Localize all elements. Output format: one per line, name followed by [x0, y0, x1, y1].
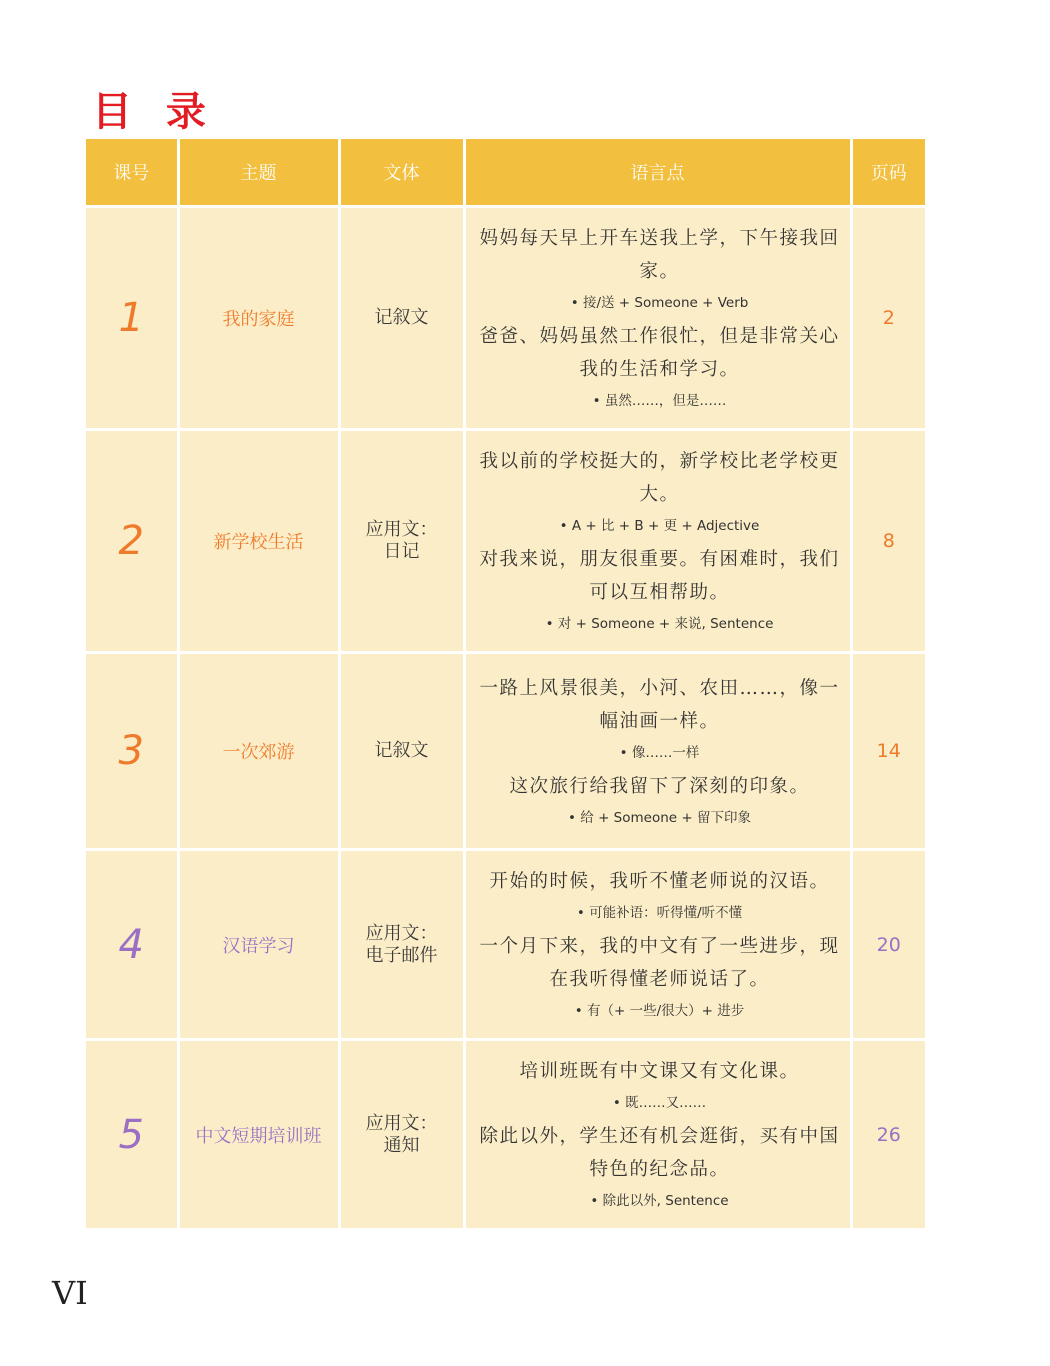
grammar-point: • 可能补语：听得懂/听不懂 — [480, 902, 840, 924]
lesson-number: 5 — [118, 1111, 144, 1158]
lesson-theme-link[interactable]: 一次郊游 — [222, 742, 295, 763]
lesson-number: 1 — [118, 295, 144, 341]
header-language: 语言点 — [464, 139, 851, 207]
lesson-number: 3 — [118, 728, 144, 774]
grammar-point: • A + 比 + B + 更 + Adjective — [480, 515, 840, 537]
lesson-genre: 应用文： — [365, 922, 438, 944]
lesson-theme-link[interactable]: 新学校生活 — [213, 532, 304, 553]
lesson-theme-link[interactable]: 中文短期培训班 — [195, 1125, 322, 1147]
grammar-point: • 像……一样 — [480, 742, 840, 764]
example-sentence: 爸爸、妈妈虽然工作很忙，但是非常关心我的生活和学习。 — [479, 326, 840, 380]
language-points — [464, 653, 851, 850]
header-genre: 文体 — [339, 139, 464, 207]
language-points — [464, 207, 851, 430]
lesson-genre: 应用文： — [365, 1112, 438, 1134]
table-row — [86, 430, 925, 653]
language-points — [464, 1040, 851, 1230]
lesson-genre: 记叙文 — [374, 740, 429, 761]
page-number-link[interactable]: 8 — [882, 530, 895, 552]
lesson-theme-link[interactable]: 汉语学习 — [222, 935, 295, 957]
lesson-genre: 应用文： — [365, 519, 438, 540]
grammar-point: • 有（+ 一些/很大）+ 进步 — [480, 1000, 840, 1022]
grammar-point: • 给 + Someone + 留下印象 — [480, 807, 840, 829]
page-number-link[interactable]: 14 — [876, 740, 901, 762]
header-lesson: 课号 — [86, 139, 178, 207]
grammar-point: • 接/送 + Someone + Verb — [480, 292, 840, 314]
table-row — [86, 1040, 925, 1230]
page-title: 目 录 — [92, 89, 216, 135]
example-sentence: 一路上风景很美，小河、农田……，像一幅油画一样。 — [479, 677, 840, 732]
contents-table — [86, 139, 925, 1231]
lesson-genre-sub: 电子邮件 — [365, 944, 438, 966]
lesson-number: 2 — [118, 518, 144, 564]
grammar-point: • 对 + Someone + 来说, Sentence — [480, 613, 840, 635]
header-theme: 主题 — [178, 139, 339, 207]
example-sentence: 这次旅行给我留下了深刻的印象。 — [509, 775, 810, 797]
page-number-roman: VI — [52, 1274, 88, 1312]
example-sentence: 我以前的学校挺大的，新学校比老学校更大。 — [479, 451, 840, 505]
grammar-point: • 除此以外, Sentence — [480, 1190, 840, 1212]
page-number-link[interactable]: 2 — [882, 307, 895, 329]
language-points — [464, 430, 851, 653]
table-row — [86, 653, 925, 850]
lesson-genre-sub: 日记 — [383, 541, 420, 562]
page-number-link[interactable]: 20 — [876, 933, 901, 956]
table-row — [86, 207, 925, 430]
example-sentence: 开始的时候，我听不懂老师说的汉语。 — [489, 871, 830, 892]
example-sentence: 对我来说，朋友很重要。有困难时，我们可以互相帮助。 — [479, 549, 840, 603]
example-sentence: 妈妈每天早上开车送我上学，下午接我回家。 — [479, 228, 840, 282]
example-sentence: 一个月下来，我的中文有了一些进步，现在我听得懂老师说话了。 — [479, 936, 840, 990]
page-number-link[interactable]: 26 — [876, 1123, 901, 1146]
table-row — [86, 850, 925, 1040]
lesson-genre: 记叙文 — [374, 307, 429, 328]
grammar-point: • 既……又…… — [480, 1092, 840, 1114]
lesson-number: 4 — [118, 921, 144, 968]
lesson-genre-sub: 通知 — [383, 1134, 420, 1156]
example-sentence: 除此以外，学生还有机会逛街，买有中国特色的纪念品。 — [479, 1126, 840, 1180]
grammar-point: • 虽然……，但是…… — [480, 390, 840, 412]
lesson-theme-link[interactable]: 我的家庭 — [222, 309, 295, 330]
example-sentence: 培训班既有中文课又有文化课。 — [519, 1061, 800, 1082]
header-row — [86, 139, 925, 207]
language-points — [464, 850, 851, 1040]
header-page: 页码 — [851, 139, 925, 207]
